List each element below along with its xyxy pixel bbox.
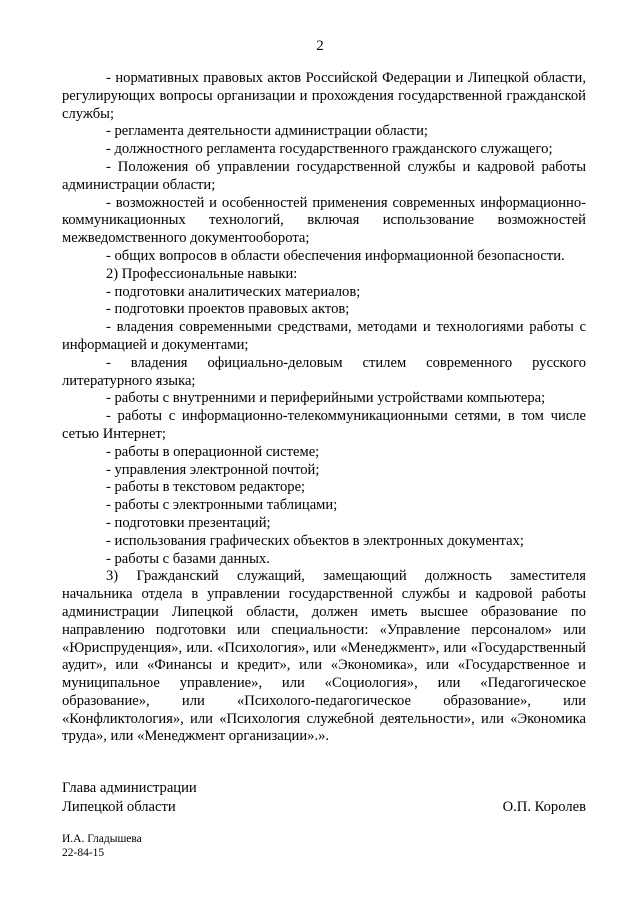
paragraph: - общих вопросов в области обеспечения информационной безопасности.	[106, 247, 565, 264]
paragraph: - работы с базами данных.	[106, 550, 270, 567]
executor-phone: 22-84-15	[62, 847, 105, 859]
signatory-title-line2: Липецкой области	[62, 798, 176, 815]
page-number: 2	[316, 38, 324, 54]
paragraph: - нормативных правовых актов Российской Федерации и Липецкой области, регулирующих вопросы организации и прохождения государственной гражданской службы;	[62, 70, 586, 122]
signature-block	[62, 779, 586, 816]
section-heading: 2) Профессиональные навыки:	[106, 265, 298, 282]
paragraph: - Положения об управлении государственной службы и кадровой работы администрации области;	[62, 158, 586, 193]
paragraph: - работы в текстовом редакторе;	[106, 479, 306, 496]
paragraph: - работы с информационно-телекоммуникационными сетями, в том числе сетью Интернет;	[62, 408, 586, 442]
executor-name: И.А. Гладышева	[62, 833, 142, 845]
paragraph: - работы в операционной системе;	[106, 443, 320, 460]
paragraph: - подготовки аналитических материалов;	[106, 283, 361, 300]
paragraph: - регламента деятельности администрации области;	[106, 123, 428, 140]
paragraph: - работы с внутренними и периферийными устройствами компьютера;	[106, 390, 546, 407]
paragraph: - владения современными средствами, методами и технологиями работы с информацией и документами;	[62, 319, 586, 353]
paragraph: - возможностей и особенностей применения современных информационно-коммуникационных технологий, включая использование возможностей межведомственного документооборота;	[62, 194, 586, 247]
paragraph: - использования графических объектов в электронных документах;	[106, 532, 524, 549]
paragraph: - должностного регламента государственного гражданского служащего;	[106, 141, 553, 158]
paragraph: 3) Гражданский служащий, замещающий должность заместителя начальника отдела в управлении государственной службы и кадровой работы администрации Липецкой области, должен иметь высшее образование по направлению подготовки или специальности: «Управление персоналом» или «Юриспруденция», или. «Психология», или «Менеджмент», или «Государственный аудит», или «Финансы и кредит», или «Экономика», или «Государственное и муниципальное управление», или «Социология», или «Педагогическое образование», или «Психолого-педагогическое образование», или «Конфликтология», или «Психология служебной деятельности», или «Экономика труда», или «Менеджмент организации».».	[62, 568, 586, 745]
document-body	[62, 70, 586, 746]
signatory-name: О.П. Королев	[502, 798, 586, 815]
paragraph: - подготовки проектов правовых актов;	[106, 301, 350, 318]
paragraph: - управления электронной почтой;	[106, 461, 320, 478]
paragraph: - работы с электронными таблицами;	[106, 497, 338, 514]
paragraph: - владения официально-деловым стилем современного русского литературного языка;	[62, 354, 586, 389]
paragraph: - подготовки презентаций;	[106, 514, 271, 531]
executor-block	[62, 832, 142, 860]
signatory-title-line1: Глава администрации	[62, 780, 197, 796]
